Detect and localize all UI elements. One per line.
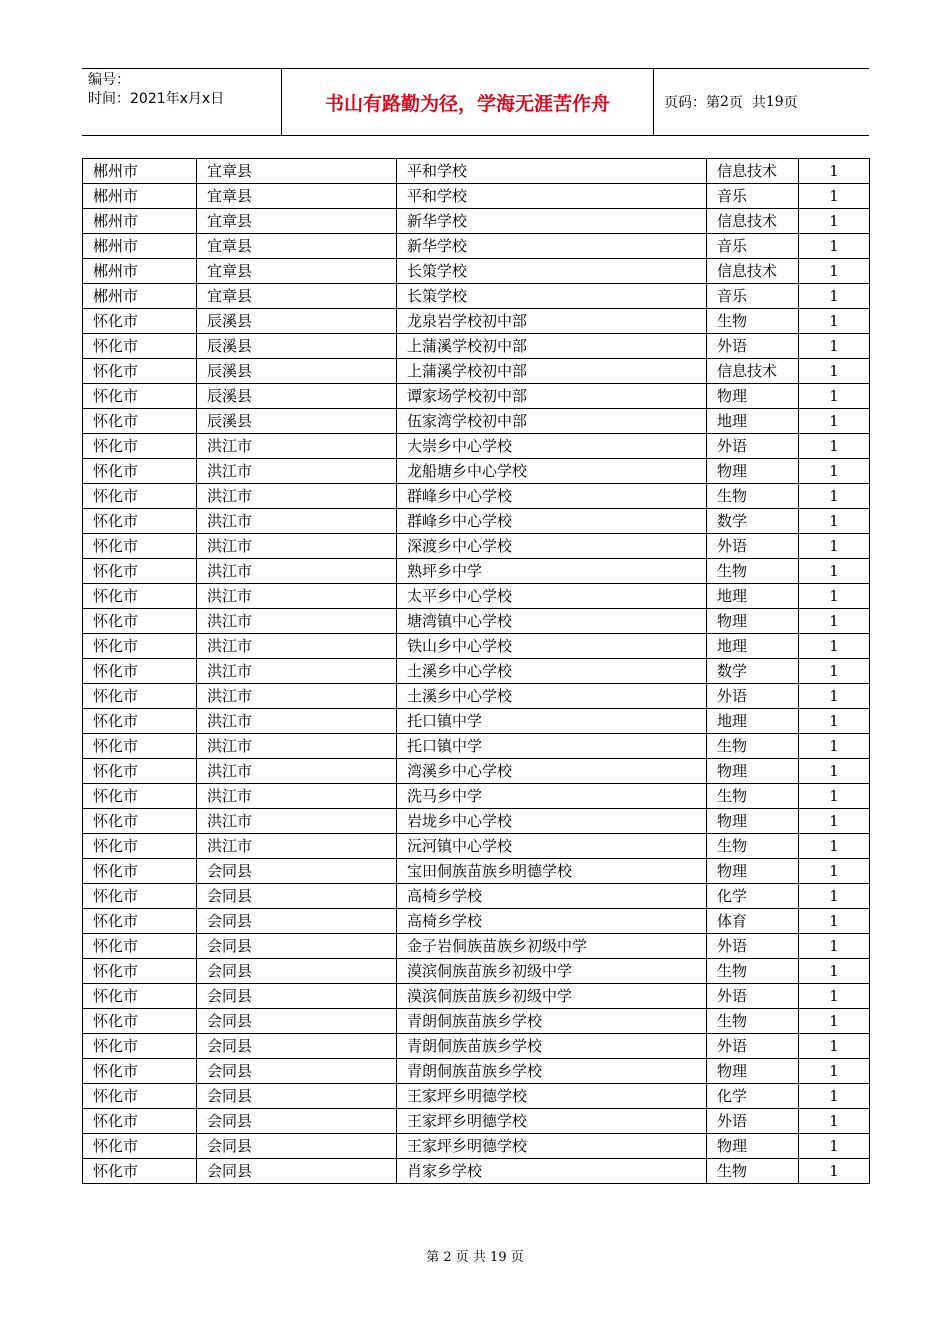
header-motto: 书山有路勤为径，学海无涯苦作舟 <box>282 69 654 135</box>
city-cell: 怀化市 <box>83 534 197 559</box>
table-row <box>83 859 870 884</box>
school-cell: 新华学校 <box>397 209 707 234</box>
subject-cell: 音乐 <box>707 234 799 259</box>
table-row <box>83 1009 870 1034</box>
city-cell: 怀化市 <box>83 584 197 609</box>
subject-cell: 物理 <box>707 609 799 634</box>
city-cell: 怀化市 <box>83 334 197 359</box>
count-cell: 1 <box>799 809 870 834</box>
table-row <box>83 1084 870 1109</box>
table-row <box>83 609 870 634</box>
count-cell: 1 <box>799 459 870 484</box>
table-row <box>83 809 870 834</box>
county-cell: 会同县 <box>197 1059 397 1084</box>
school-cell: 土溪乡中心学校 <box>397 684 707 709</box>
subject-cell: 外语 <box>707 1034 799 1059</box>
subject-cell: 地理 <box>707 584 799 609</box>
subject-cell: 数学 <box>707 659 799 684</box>
school-cell: 王家坪乡明德学校 <box>397 1134 707 1159</box>
school-cell: 伍家湾学校初中部 <box>397 409 707 434</box>
county-cell: 洪江市 <box>197 784 397 809</box>
count-cell: 1 <box>799 1109 870 1134</box>
school-cell: 长策学校 <box>397 259 707 284</box>
page-current: 2 <box>720 94 729 110</box>
table-row <box>83 159 870 184</box>
subject-cell: 生物 <box>707 484 799 509</box>
county-cell: 洪江市 <box>197 584 397 609</box>
subject-cell: 生物 <box>707 1159 799 1184</box>
count-cell: 1 <box>799 384 870 409</box>
count-cell: 1 <box>799 1084 870 1109</box>
school-cell: 铁山乡中心学校 <box>397 634 707 659</box>
city-cell: 怀化市 <box>83 959 197 984</box>
county-cell: 洪江市 <box>197 434 397 459</box>
city-cell: 怀化市 <box>83 434 197 459</box>
table-row <box>83 284 870 309</box>
city-cell: 郴州市 <box>83 209 197 234</box>
county-cell: 辰溪县 <box>197 409 397 434</box>
table-row <box>83 1134 870 1159</box>
table-row <box>83 734 870 759</box>
table-row <box>83 484 870 509</box>
city-cell: 怀化市 <box>83 984 197 1009</box>
school-cell: 高椅乡学校 <box>397 884 707 909</box>
city-cell: 怀化市 <box>83 509 197 534</box>
city-cell: 怀化市 <box>83 609 197 634</box>
city-cell: 郴州市 <box>83 184 197 209</box>
count-cell: 1 <box>799 1059 870 1084</box>
table-row <box>83 959 870 984</box>
school-cell: 青朗侗族苗族乡学校 <box>397 1034 707 1059</box>
table-row <box>83 234 870 259</box>
subject-cell: 外语 <box>707 984 799 1009</box>
count-cell: 1 <box>799 434 870 459</box>
school-cell: 谭家场学校初中部 <box>397 384 707 409</box>
county-cell: 辰溪县 <box>197 384 397 409</box>
count-cell: 1 <box>799 934 870 959</box>
table-row <box>83 684 870 709</box>
table-row <box>83 259 870 284</box>
count-cell: 1 <box>799 609 870 634</box>
subject-cell: 生物 <box>707 1009 799 1034</box>
subject-cell: 生物 <box>707 959 799 984</box>
school-cell: 洗马乡中学 <box>397 784 707 809</box>
city-cell: 怀化市 <box>83 1134 197 1159</box>
county-cell: 洪江市 <box>197 734 397 759</box>
count-cell: 1 <box>799 884 870 909</box>
count-cell: 1 <box>799 259 870 284</box>
subject-cell: 数学 <box>707 509 799 534</box>
table-row <box>83 1059 870 1084</box>
subject-cell: 信息技术 <box>707 359 799 384</box>
table-row <box>83 584 870 609</box>
count-cell: 1 <box>799 1134 870 1159</box>
subject-cell: 外语 <box>707 334 799 359</box>
subject-cell: 信息技术 <box>707 209 799 234</box>
county-cell: 宜章县 <box>197 184 397 209</box>
school-cell: 托口镇中学 <box>397 734 707 759</box>
subject-cell: 物理 <box>707 1059 799 1084</box>
county-cell: 洪江市 <box>197 509 397 534</box>
table-row <box>83 709 870 734</box>
county-cell: 会同县 <box>197 859 397 884</box>
subject-cell: 物理 <box>707 859 799 884</box>
school-cell: 太平乡中心学校 <box>397 584 707 609</box>
school-cell: 上蒲溪学校初中部 <box>397 359 707 384</box>
city-cell: 郴州市 <box>83 234 197 259</box>
county-cell: 会同县 <box>197 1009 397 1034</box>
county-cell: 会同县 <box>197 909 397 934</box>
count-cell: 1 <box>799 484 870 509</box>
school-cell: 沅河镇中心学校 <box>397 834 707 859</box>
count-cell: 1 <box>799 359 870 384</box>
city-cell: 怀化市 <box>83 834 197 859</box>
county-cell: 洪江市 <box>197 809 397 834</box>
table-row <box>83 209 870 234</box>
subject-cell: 生物 <box>707 559 799 584</box>
header-meta <box>82 69 282 135</box>
table-row <box>83 884 870 909</box>
time-label: 时间：2021年x月x日 <box>88 91 225 107</box>
school-cell: 金子岩侗族苗族乡初级中学 <box>397 934 707 959</box>
school-cell: 土溪乡中心学校 <box>397 659 707 684</box>
city-cell: 怀化市 <box>83 934 197 959</box>
count-cell: 1 <box>799 759 870 784</box>
city-cell: 怀化市 <box>83 784 197 809</box>
city-cell: 怀化市 <box>83 484 197 509</box>
county-cell: 洪江市 <box>197 459 397 484</box>
count-cell: 1 <box>799 534 870 559</box>
count-cell: 1 <box>799 209 870 234</box>
county-cell: 会同县 <box>197 1034 397 1059</box>
city-cell: 怀化市 <box>83 659 197 684</box>
county-cell: 会同县 <box>197 1159 397 1184</box>
school-cell: 熟坪乡中学 <box>397 559 707 584</box>
table-row <box>83 984 870 1009</box>
subject-cell: 外语 <box>707 434 799 459</box>
table-row <box>83 934 870 959</box>
school-cell: 群峰乡中心学校 <box>397 484 707 509</box>
table-row <box>83 334 870 359</box>
count-cell: 1 <box>799 559 870 584</box>
table-row <box>83 1109 870 1134</box>
subject-cell: 音乐 <box>707 184 799 209</box>
city-cell: 怀化市 <box>83 1059 197 1084</box>
subject-cell: 外语 <box>707 534 799 559</box>
count-cell: 1 <box>799 409 870 434</box>
subject-cell: 地理 <box>707 409 799 434</box>
table-row <box>83 784 870 809</box>
city-cell: 郴州市 <box>83 159 197 184</box>
count-cell: 1 <box>799 984 870 1009</box>
city-cell: 怀化市 <box>83 759 197 784</box>
school-cell: 长策学校 <box>397 284 707 309</box>
city-cell: 郴州市 <box>83 259 197 284</box>
school-cell: 漠滨侗族苗族乡初级中学 <box>397 984 707 1009</box>
county-cell: 会同县 <box>197 1084 397 1109</box>
subject-cell: 化学 <box>707 884 799 909</box>
county-cell: 会同县 <box>197 1134 397 1159</box>
subject-cell: 地理 <box>707 634 799 659</box>
school-cell: 平和学校 <box>397 184 707 209</box>
city-cell: 怀化市 <box>83 809 197 834</box>
school-cell: 高椅乡学校 <box>397 909 707 934</box>
school-cell: 深渡乡中心学校 <box>397 534 707 559</box>
subject-cell: 体育 <box>707 909 799 934</box>
county-cell: 洪江市 <box>197 634 397 659</box>
school-cell: 龙船塘乡中心学校 <box>397 459 707 484</box>
county-cell: 会同县 <box>197 984 397 1009</box>
city-cell: 怀化市 <box>83 559 197 584</box>
school-cell: 大崇乡中心学校 <box>397 434 707 459</box>
subject-cell: 生物 <box>707 834 799 859</box>
county-cell: 洪江市 <box>197 834 397 859</box>
subject-cell: 物理 <box>707 1134 799 1159</box>
subject-cell: 生物 <box>707 309 799 334</box>
county-cell: 洪江市 <box>197 759 397 784</box>
table-row <box>83 459 870 484</box>
school-positions-table <box>82 158 870 1184</box>
county-cell: 洪江市 <box>197 684 397 709</box>
subject-cell: 生物 <box>707 734 799 759</box>
page-footer: 第 2 页 共 19 页 <box>426 1250 524 1265</box>
subject-cell: 物理 <box>707 384 799 409</box>
count-cell: 1 <box>799 309 870 334</box>
table-row <box>83 909 870 934</box>
county-cell: 宜章县 <box>197 209 397 234</box>
school-cell: 托口镇中学 <box>397 709 707 734</box>
city-cell: 怀化市 <box>83 384 197 409</box>
table-row <box>83 384 870 409</box>
county-cell: 宜章县 <box>197 234 397 259</box>
count-cell: 1 <box>799 834 870 859</box>
city-cell: 怀化市 <box>83 1109 197 1134</box>
count-cell: 1 <box>799 184 870 209</box>
school-cell: 岩垅乡中心学校 <box>397 809 707 834</box>
school-cell: 群峰乡中心学校 <box>397 509 707 534</box>
county-cell: 洪江市 <box>197 534 397 559</box>
city-cell: 郴州市 <box>83 284 197 309</box>
county-cell: 洪江市 <box>197 484 397 509</box>
city-cell: 怀化市 <box>83 459 197 484</box>
county-cell: 会同县 <box>197 934 397 959</box>
subject-cell: 化学 <box>707 1084 799 1109</box>
school-cell: 青朗侗族苗族乡学校 <box>397 1009 707 1034</box>
table-row <box>83 359 870 384</box>
table-row <box>83 659 870 684</box>
county-cell: 辰溪县 <box>197 359 397 384</box>
county-cell: 会同县 <box>197 884 397 909</box>
count-cell: 1 <box>799 659 870 684</box>
count-cell: 1 <box>799 1034 870 1059</box>
table-row <box>83 534 870 559</box>
subject-cell: 物理 <box>707 459 799 484</box>
county-cell: 会同县 <box>197 959 397 984</box>
county-cell: 洪江市 <box>197 709 397 734</box>
city-cell: 怀化市 <box>83 734 197 759</box>
table-row <box>83 834 870 859</box>
table-row <box>83 559 870 584</box>
subject-cell: 地理 <box>707 709 799 734</box>
city-cell: 怀化市 <box>83 1009 197 1034</box>
city-cell: 怀化市 <box>83 684 197 709</box>
table-row <box>83 1159 870 1184</box>
page-mid: 页 共 <box>728 95 766 111</box>
table-body <box>83 159 870 1184</box>
school-cell: 漠滨侗族苗族乡初级中学 <box>397 959 707 984</box>
count-cell: 1 <box>799 284 870 309</box>
county-cell: 宜章县 <box>197 284 397 309</box>
count-cell: 1 <box>799 684 870 709</box>
count-cell: 1 <box>799 634 870 659</box>
school-cell: 王家坪乡明德学校 <box>397 1084 707 1109</box>
count-cell: 1 <box>799 859 870 884</box>
school-cell: 王家坪乡明德学校 <box>397 1109 707 1134</box>
header-page-info <box>654 69 869 135</box>
table-row <box>83 1034 870 1059</box>
table-row <box>83 434 870 459</box>
county-cell: 宜章县 <box>197 159 397 184</box>
count-cell: 1 <box>799 734 870 759</box>
county-cell: 洪江市 <box>197 559 397 584</box>
school-cell: 新华学校 <box>397 234 707 259</box>
school-cell: 龙泉岩学校初中部 <box>397 309 707 334</box>
count-cell: 1 <box>799 1009 870 1034</box>
table-row <box>83 184 870 209</box>
subject-cell: 信息技术 <box>707 159 799 184</box>
count-cell: 1 <box>799 909 870 934</box>
table-row <box>83 634 870 659</box>
county-cell: 会同县 <box>197 1109 397 1134</box>
count-cell: 1 <box>799 159 870 184</box>
count-cell: 1 <box>799 959 870 984</box>
city-cell: 怀化市 <box>83 309 197 334</box>
city-cell: 怀化市 <box>83 1034 197 1059</box>
county-cell: 辰溪县 <box>197 309 397 334</box>
school-cell: 平和学校 <box>397 159 707 184</box>
page-prefix: 页码：第 <box>664 95 720 111</box>
table-row <box>83 509 870 534</box>
count-cell: 1 <box>799 784 870 809</box>
subject-cell: 信息技术 <box>707 259 799 284</box>
county-cell: 辰溪县 <box>197 334 397 359</box>
subject-cell: 外语 <box>707 934 799 959</box>
county-cell: 洪江市 <box>197 609 397 634</box>
table-row <box>83 759 870 784</box>
count-cell: 1 <box>799 509 870 534</box>
school-cell: 宝田侗族苗族乡明德学校 <box>397 859 707 884</box>
count-cell: 1 <box>799 234 870 259</box>
city-cell: 怀化市 <box>83 709 197 734</box>
city-cell: 怀化市 <box>83 409 197 434</box>
page-total: 19 <box>765 94 784 110</box>
city-cell: 怀化市 <box>83 884 197 909</box>
subject-cell: 物理 <box>707 759 799 784</box>
subject-cell: 外语 <box>707 1109 799 1134</box>
subject-cell: 音乐 <box>707 284 799 309</box>
subject-cell: 物理 <box>707 809 799 834</box>
county-cell: 洪江市 <box>197 659 397 684</box>
subject-cell: 生物 <box>707 784 799 809</box>
school-cell: 肖家乡学校 <box>397 1159 707 1184</box>
school-cell: 上蒲溪学校初中部 <box>397 334 707 359</box>
count-cell: 1 <box>799 334 870 359</box>
city-cell: 怀化市 <box>83 909 197 934</box>
page-suffix: 页 <box>783 95 798 111</box>
table-row <box>83 409 870 434</box>
count-cell: 1 <box>799 709 870 734</box>
city-cell: 怀化市 <box>83 1084 197 1109</box>
table-row <box>83 309 870 334</box>
school-cell: 青朗侗族苗族乡学校 <box>397 1059 707 1084</box>
school-cell: 湾溪乡中心学校 <box>397 759 707 784</box>
city-cell: 怀化市 <box>83 359 197 384</box>
city-cell: 怀化市 <box>83 1159 197 1184</box>
county-cell: 宜章县 <box>197 259 397 284</box>
city-cell: 怀化市 <box>83 859 197 884</box>
subject-cell: 外语 <box>707 684 799 709</box>
school-cell: 塘湾镇中心学校 <box>397 609 707 634</box>
count-cell: 1 <box>799 584 870 609</box>
city-cell: 怀化市 <box>83 634 197 659</box>
page-header <box>82 68 869 136</box>
serial-label: 编号： <box>88 72 130 88</box>
count-cell: 1 <box>799 1159 870 1184</box>
